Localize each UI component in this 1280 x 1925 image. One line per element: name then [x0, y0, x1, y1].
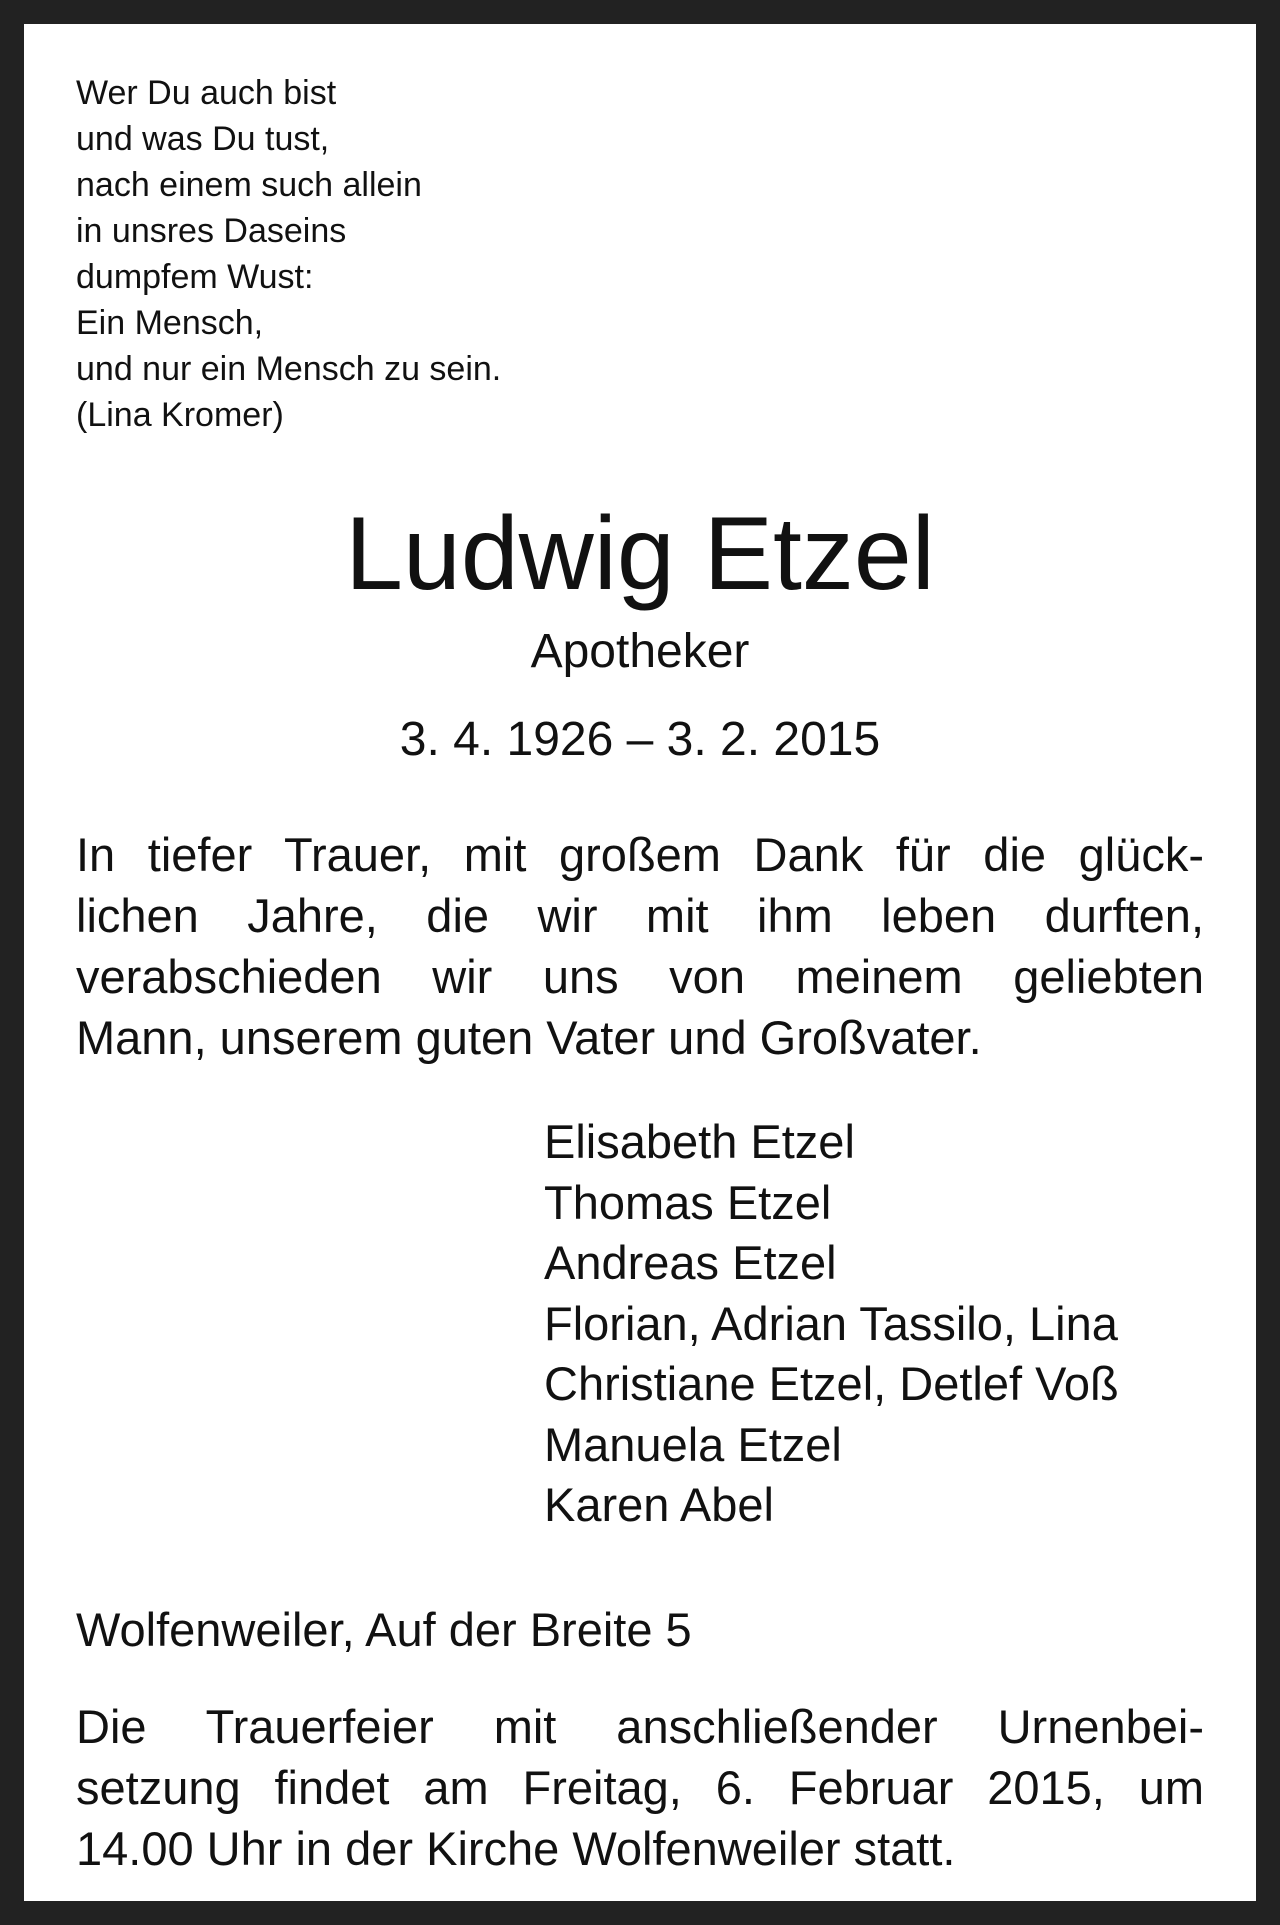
mourning-message: [76, 824, 1204, 1068]
mourner-name: Karen Abel: [544, 1478, 774, 1531]
poem-line: in unsres Daseins: [76, 212, 347, 250]
message-line: In tiefer Trauer, mit großem Dank für die glück-: [76, 828, 1204, 881]
mourner-name: Thomas Etzel: [544, 1175, 832, 1229]
deceased-name: Ludwig Etzel: [345, 496, 935, 612]
poem-line: Wer Du auch bist: [76, 74, 337, 112]
mourner-name: Andreas Etzel: [544, 1236, 837, 1289]
message-line: Mann, unserem guten Vater und Großvater.: [76, 1011, 982, 1064]
obituary-notice: [24, 24, 1256, 1901]
mourner-name: Christiane Etzel, Detlef Voß: [544, 1357, 1119, 1410]
poem: [76, 70, 501, 438]
ceremony-line: Die Trauerfeier mit anschließender Urnenbei-: [76, 1700, 1204, 1753]
ceremony-line: 14.00 Uhr in der Kirche Wolfenweiler statt.: [76, 1822, 956, 1875]
family-address: Wolfenweiler, Auf der Breite 5: [76, 1603, 692, 1656]
poem-line: nach einem such allein: [76, 166, 422, 204]
mourner-name: Elisabeth Etzel: [544, 1115, 855, 1168]
deceased-profession: Apotheker: [530, 625, 750, 678]
life-dates: 3. 4. 1926 – 3. 2. 2015: [399, 713, 881, 766]
message-line: verabschieden wir uns von meinem geliebten: [76, 950, 1204, 1003]
mourners-list: [544, 1112, 1119, 1536]
poem-line: dumpfem Wust:: [76, 258, 314, 296]
ceremony-line: setzung findet am Freitag, 6. Februar 2015, um: [76, 1761, 1204, 1814]
poem-author: (Lina Kromer): [76, 396, 284, 434]
poem-line: und was Du tust,: [76, 120, 330, 158]
ceremony-info: [76, 1696, 1204, 1879]
poem-line: Ein Mensch,: [76, 304, 264, 342]
message-line: lichen Jahre, die wir mit ihm leben durften,: [76, 889, 1204, 942]
poem-line: und nur ein Mensch zu sein.: [76, 350, 502, 388]
mourner-name: Manuela Etzel: [544, 1417, 842, 1471]
mourner-name: Florian, Adrian Tassilo, Lina: [544, 1296, 1118, 1350]
